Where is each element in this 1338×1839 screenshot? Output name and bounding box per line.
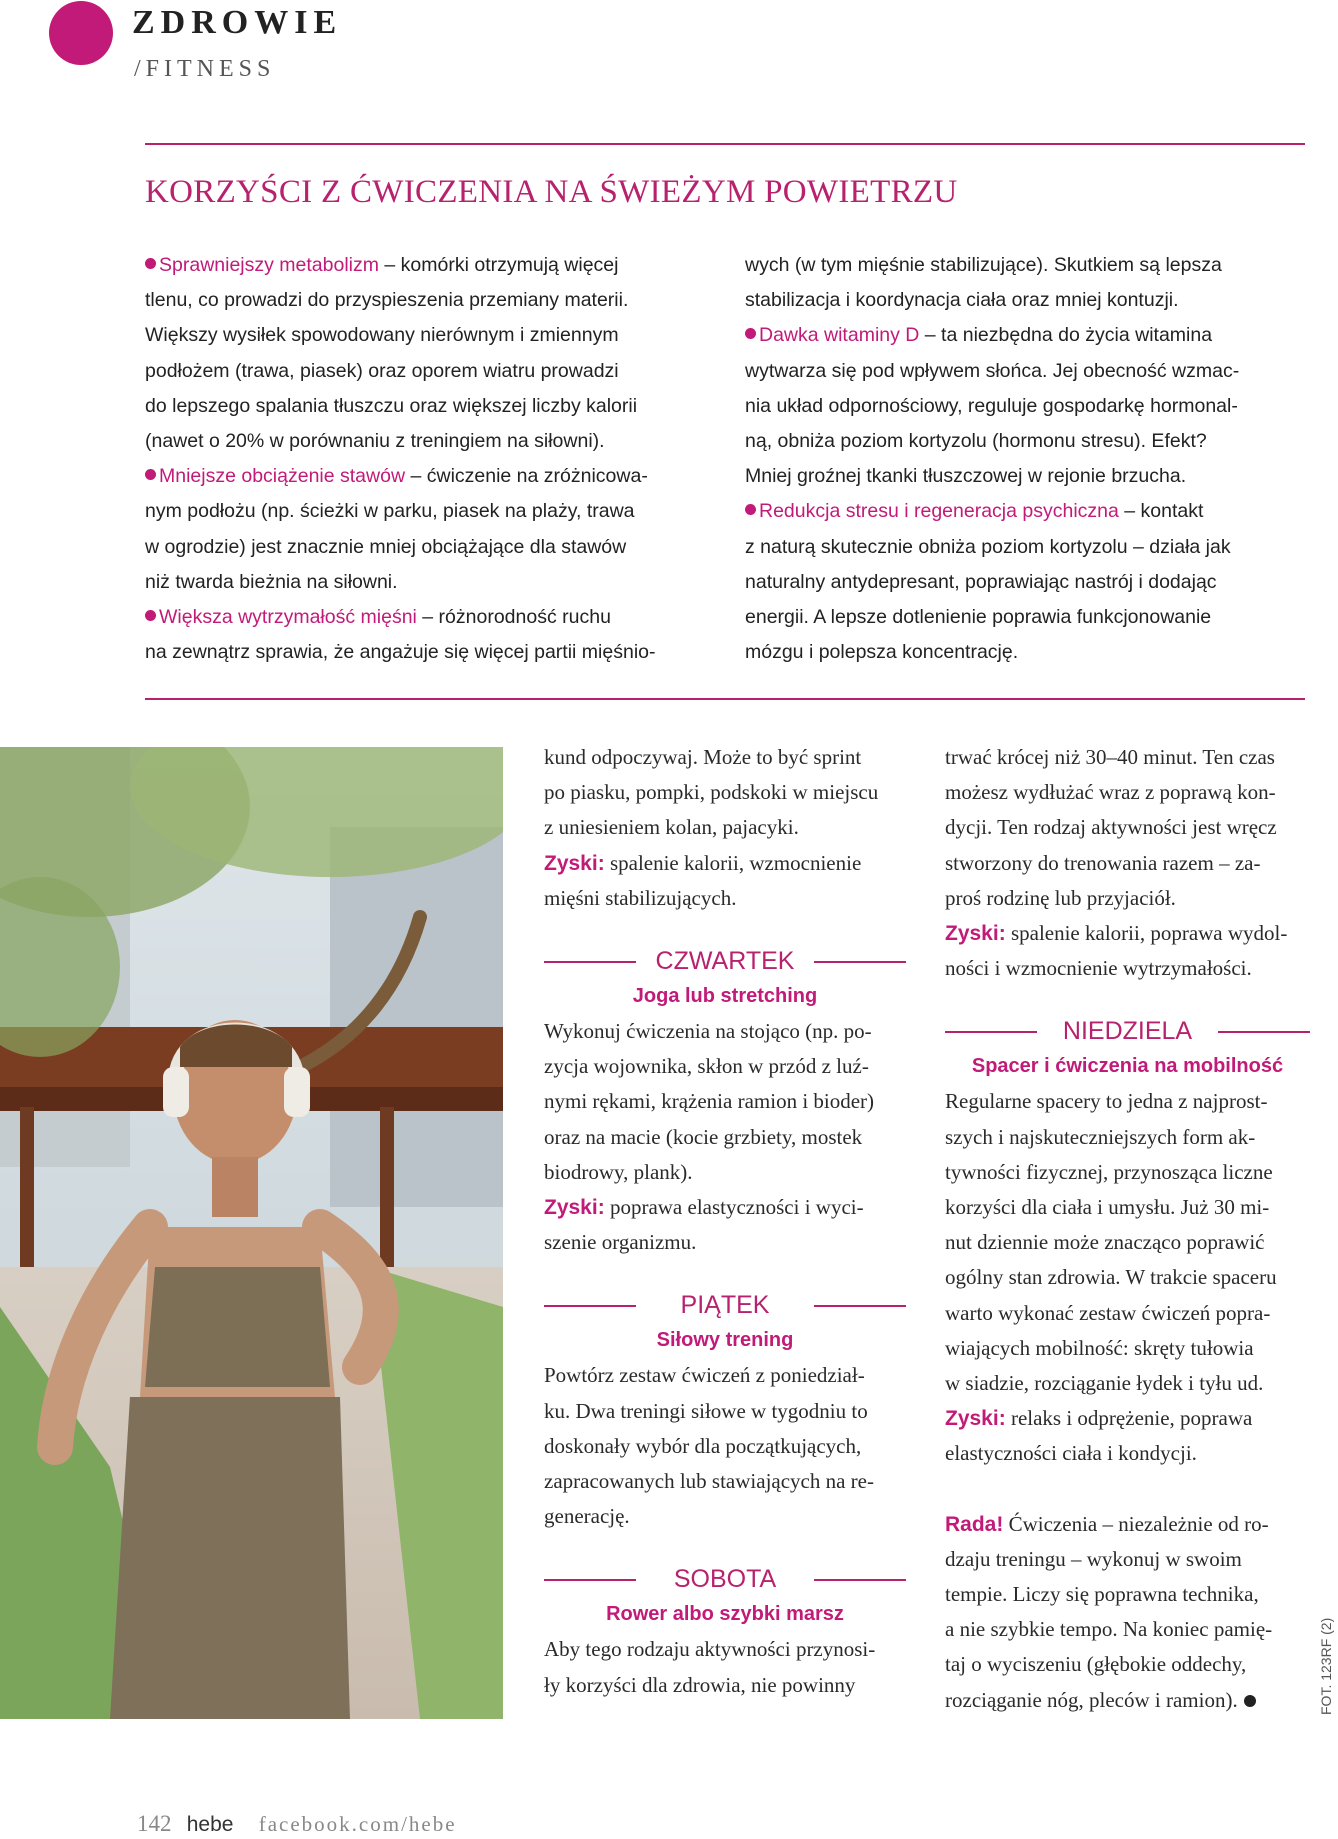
text-line: z uniesieniem kolan, pajacyki. xyxy=(544,815,799,840)
heading-rule xyxy=(814,1579,906,1581)
benefits-column-right xyxy=(745,248,1315,670)
text-line: zapracowanych lub stawiających na re- xyxy=(544,1469,874,1494)
text-line: – ćwiczenie na zróżnicowa- xyxy=(410,465,648,488)
text-line: a nie szybkie tempo. Na koniec pamię- xyxy=(945,1617,1273,1642)
day-label: CZWARTEK xyxy=(655,947,795,976)
text-line: zycja wojownika, skłon w przód z luź- xyxy=(544,1054,869,1079)
text-line: wiających mobilność: skręty tułowia xyxy=(945,1335,1254,1360)
middle-divider xyxy=(145,698,1305,700)
benefit-heading: Większa wytrzymałość mięśni xyxy=(159,606,417,629)
text-line: stabilizacja i koordynacja ciała oraz mniej kontuzji. xyxy=(745,289,1179,312)
page-footer xyxy=(137,1811,457,1837)
end-of-article-dot xyxy=(1244,1695,1256,1707)
text-line: biodrowy, plank). xyxy=(544,1159,693,1184)
day-heading-thursday xyxy=(544,944,906,979)
day-label: PIĄTEK xyxy=(680,1291,770,1320)
text-line: – różnorodność ruchu xyxy=(422,606,611,629)
text-line: w ogrodzie) jest znacznie mniej obciążające dla stawów xyxy=(145,535,627,558)
section-title: ZDROWIE xyxy=(132,4,343,41)
facebook-link[interactable]: facebook.com/hebe xyxy=(258,1812,457,1836)
heading-rule xyxy=(1218,1031,1310,1033)
benefit-heading: Sprawniejszy metabolizm xyxy=(159,254,379,276)
day-subheading: Spacer i ćwiczenia na mobilność xyxy=(971,1055,1284,1078)
top-divider xyxy=(145,143,1305,145)
text-line: energii. A lepsze dotlenienie poprawia funkcjonowanie xyxy=(745,606,1212,629)
benefit-vitamin-d xyxy=(745,318,1315,494)
bullet-icon xyxy=(745,328,756,339)
text-line: – komórki otrzymują więcej xyxy=(384,254,619,276)
text-line: wych (w tym mięśnie stabilizujące). Skutkiem są lepsza xyxy=(745,254,1222,276)
runner-photo-illustration xyxy=(0,747,503,1719)
heading-rule xyxy=(814,961,906,963)
benefits-column-left xyxy=(145,248,705,670)
text-line: podłożem (trawa, piasek) oraz oporem wiatru prowadzi xyxy=(145,359,619,382)
tip-paragraph xyxy=(945,1507,1310,1718)
text-line: Regularne spacery to jedna z najprost- xyxy=(945,1089,1268,1114)
text-line: Aby tego rodzaju aktywności przynosi- xyxy=(544,1637,876,1662)
benefit-metabolism xyxy=(145,248,705,459)
magazine-name: hebe xyxy=(186,1813,234,1836)
text-line: tempie. Liczy się poprawna technika, xyxy=(945,1582,1259,1607)
text-line: po piasku, pompki, podskoki w miejscu xyxy=(544,780,879,805)
benefit-continued xyxy=(745,248,1315,318)
text-line: ności i wzmocnienie wytrzymałości. xyxy=(945,956,1252,981)
text-line: generację. xyxy=(544,1504,630,1529)
paragraph xyxy=(945,1084,1310,1401)
text-line: szenie organizmu. xyxy=(544,1230,697,1255)
photo-credit: FOT. 123RF (2) xyxy=(1318,1617,1334,1715)
gains-label: Zyski: xyxy=(544,851,605,875)
article-column-middle xyxy=(544,740,906,1703)
text-line: proś rodzinę lub przyjaciół. xyxy=(945,885,1176,910)
day-label: NIEDZIELA xyxy=(1062,1017,1193,1046)
text-line: mięśni stabilizujących. xyxy=(544,885,737,910)
paragraph xyxy=(544,1358,906,1534)
text-line: do lepszego spalania tłuszczu oraz większej liczby kalorii xyxy=(145,394,638,417)
day-subheading: Rower albo szybki marsz xyxy=(606,1603,844,1626)
heading-rule xyxy=(544,961,636,963)
text-line: niż twarda bieżnia na siłowni. xyxy=(145,570,398,593)
bullet-icon xyxy=(145,610,156,621)
paragraph xyxy=(544,1014,906,1190)
text-line: tlenu, co prowadzi do przyspieszenia przemiany materii. xyxy=(145,289,629,312)
page-number: 142 xyxy=(137,1811,172,1836)
day-heading-friday xyxy=(544,1288,906,1323)
text-line: relaks i odprężenie, poprawa xyxy=(1010,1406,1253,1431)
text-line: warto wykonać zestaw ćwiczeń popra- xyxy=(945,1300,1271,1325)
section-marker-dot xyxy=(49,1,113,65)
benefit-heading: Mniejsze obciążenie stawów xyxy=(159,465,406,488)
text-line: spalenie kalorii, poprawa wydol- xyxy=(1010,921,1288,946)
text-line: Ćwiczenia – niezależnie od ro- xyxy=(1008,1511,1269,1536)
text-line: wytwarza się pod wpływem słońca. Jej obecność wzmac- xyxy=(745,359,1240,382)
text-line: kund odpoczywaj. Może to być sprint xyxy=(544,745,862,769)
heading-rule xyxy=(544,1305,636,1307)
paragraph xyxy=(544,740,906,846)
text-line: ły korzyści dla zdrowia, nie powinny xyxy=(544,1672,856,1697)
gains-paragraph xyxy=(544,846,906,916)
text-line: możesz wydłużać wraz z poprawą kon- xyxy=(945,780,1276,805)
text-line: w siadzie, rozciąganie łydek i tyłu ud. xyxy=(945,1371,1264,1396)
text-line: taj o wyciszeniu (głębokie oddechy, xyxy=(945,1652,1247,1677)
text-line: nym podłożu (np. ścieżki w parku, piasek na plaży, trawa xyxy=(145,500,635,523)
runner-photo xyxy=(0,747,503,1719)
text-line: Powtórz zestaw ćwiczeń z poniedział- xyxy=(544,1363,865,1388)
text-line: (nawet o 20% w porównaniu z treningiem na siłowni). xyxy=(145,430,605,453)
paragraph xyxy=(945,740,1310,916)
text-line: doskonały wybór dla początkujących, xyxy=(544,1433,862,1458)
day-subheading: Joga lub stretching xyxy=(632,985,818,1008)
text-line: korzyści dla ciała i umysłu. Już 30 mi- xyxy=(945,1195,1270,1220)
bullet-icon xyxy=(145,258,156,269)
text-line: trwać krócej niż 30–40 minut. Ten czas xyxy=(945,745,1275,769)
benefit-stress xyxy=(745,494,1315,670)
heading-rule xyxy=(544,1579,636,1581)
paragraph xyxy=(544,1632,906,1702)
gains-paragraph xyxy=(945,916,1310,986)
text-line: elastyczności ciała i kondycji. xyxy=(945,1441,1197,1466)
text-line: z naturą skutecznie obniża poziom kortyzolu – działa jak xyxy=(745,535,1231,558)
benefit-endurance xyxy=(145,600,705,670)
text-line: naturalny antydepresant, poprawiając nastrój i dodając xyxy=(745,570,1217,593)
text-line: Wykonuj ćwiczenia na stojąco (np. po- xyxy=(544,1019,872,1044)
day-label: SOBOTA xyxy=(673,1565,777,1594)
benefit-heading: Dawka witaminy D xyxy=(759,324,920,347)
text-line: – ta niezbędna do życia witamina xyxy=(924,324,1213,347)
text-line: nut dziennie może znacząco poprawić xyxy=(945,1230,1265,1255)
text-line: stworzony do trenowania razem – za- xyxy=(945,850,1261,875)
text-line: dycji. Ten rodzaj aktywności jest wręcz xyxy=(945,815,1277,840)
subsection-title: /FITNESS xyxy=(134,56,276,82)
gains-label: Zyski: xyxy=(945,922,1006,946)
text-line: Mniej groźnej tkanki tłuszczowej w rejonie brzucha. xyxy=(745,465,1187,488)
text-line: na zewnątrz sprawia, że angażuje się więcej partii mięśnio- xyxy=(145,641,656,664)
day-heading-sunday xyxy=(945,1014,1310,1049)
text-line: – kontakt xyxy=(1124,500,1204,523)
day-heading-saturday xyxy=(544,1562,906,1597)
benefit-joints xyxy=(145,459,705,600)
text-line: rozciąganie nóg, pleców i ramion). xyxy=(945,1687,1238,1712)
text-line: dzaju treningu – wykonuj w swoim xyxy=(945,1546,1242,1571)
bullet-icon xyxy=(745,504,756,515)
text-line: spalenie kalorii, wzmocnienie xyxy=(609,850,862,875)
gains-label: Zyski: xyxy=(544,1196,605,1220)
text-line: ku. Dwa treningi siłowe w tygodniu to xyxy=(544,1398,868,1423)
text-line: poprawa elastyczności i wyci- xyxy=(609,1195,864,1220)
gains-label: Zyski: xyxy=(945,1407,1006,1431)
text-line: nymi rękami, krążenia ramion i bioder) xyxy=(544,1089,875,1114)
text-line: oraz na macie (kocie grzbiety, mostek xyxy=(544,1124,863,1149)
gains-paragraph xyxy=(945,1401,1310,1471)
day-subheading: Siłowy trening xyxy=(656,1329,794,1352)
tip-label: Rada! xyxy=(945,1512,1004,1536)
heading-rule xyxy=(814,1305,906,1307)
article-column-right xyxy=(945,740,1310,1718)
benefits-title: KORZYŚCI Z ĆWICZENIA NA ŚWIEŻYM POWIETRZU xyxy=(145,174,958,210)
text-line: nia układ odpornościowy, reguluje gospodarkę hormonal- xyxy=(745,394,1238,417)
bullet-icon xyxy=(145,469,156,480)
text-line: szych i najskuteczniejszych form ak- xyxy=(945,1124,1256,1149)
text-line: tywności fizycznej, przynosząca liczne xyxy=(945,1159,1273,1184)
text-line: ną, obniża poziom kortyzolu (hormonu stresu). Efekt? xyxy=(745,430,1207,453)
text-line: ogólny stan zdrowia. W trakcie spaceru xyxy=(945,1265,1277,1290)
gains-paragraph xyxy=(544,1190,906,1260)
text-line: mózgu i polepsza koncentrację. xyxy=(745,641,1019,664)
benefit-heading: Redukcja stresu i regeneracja psychiczna xyxy=(759,500,1119,523)
text-line: Większy wysiłek spowodowany nierównym i zmiennym xyxy=(145,324,619,347)
heading-rule xyxy=(945,1031,1037,1033)
